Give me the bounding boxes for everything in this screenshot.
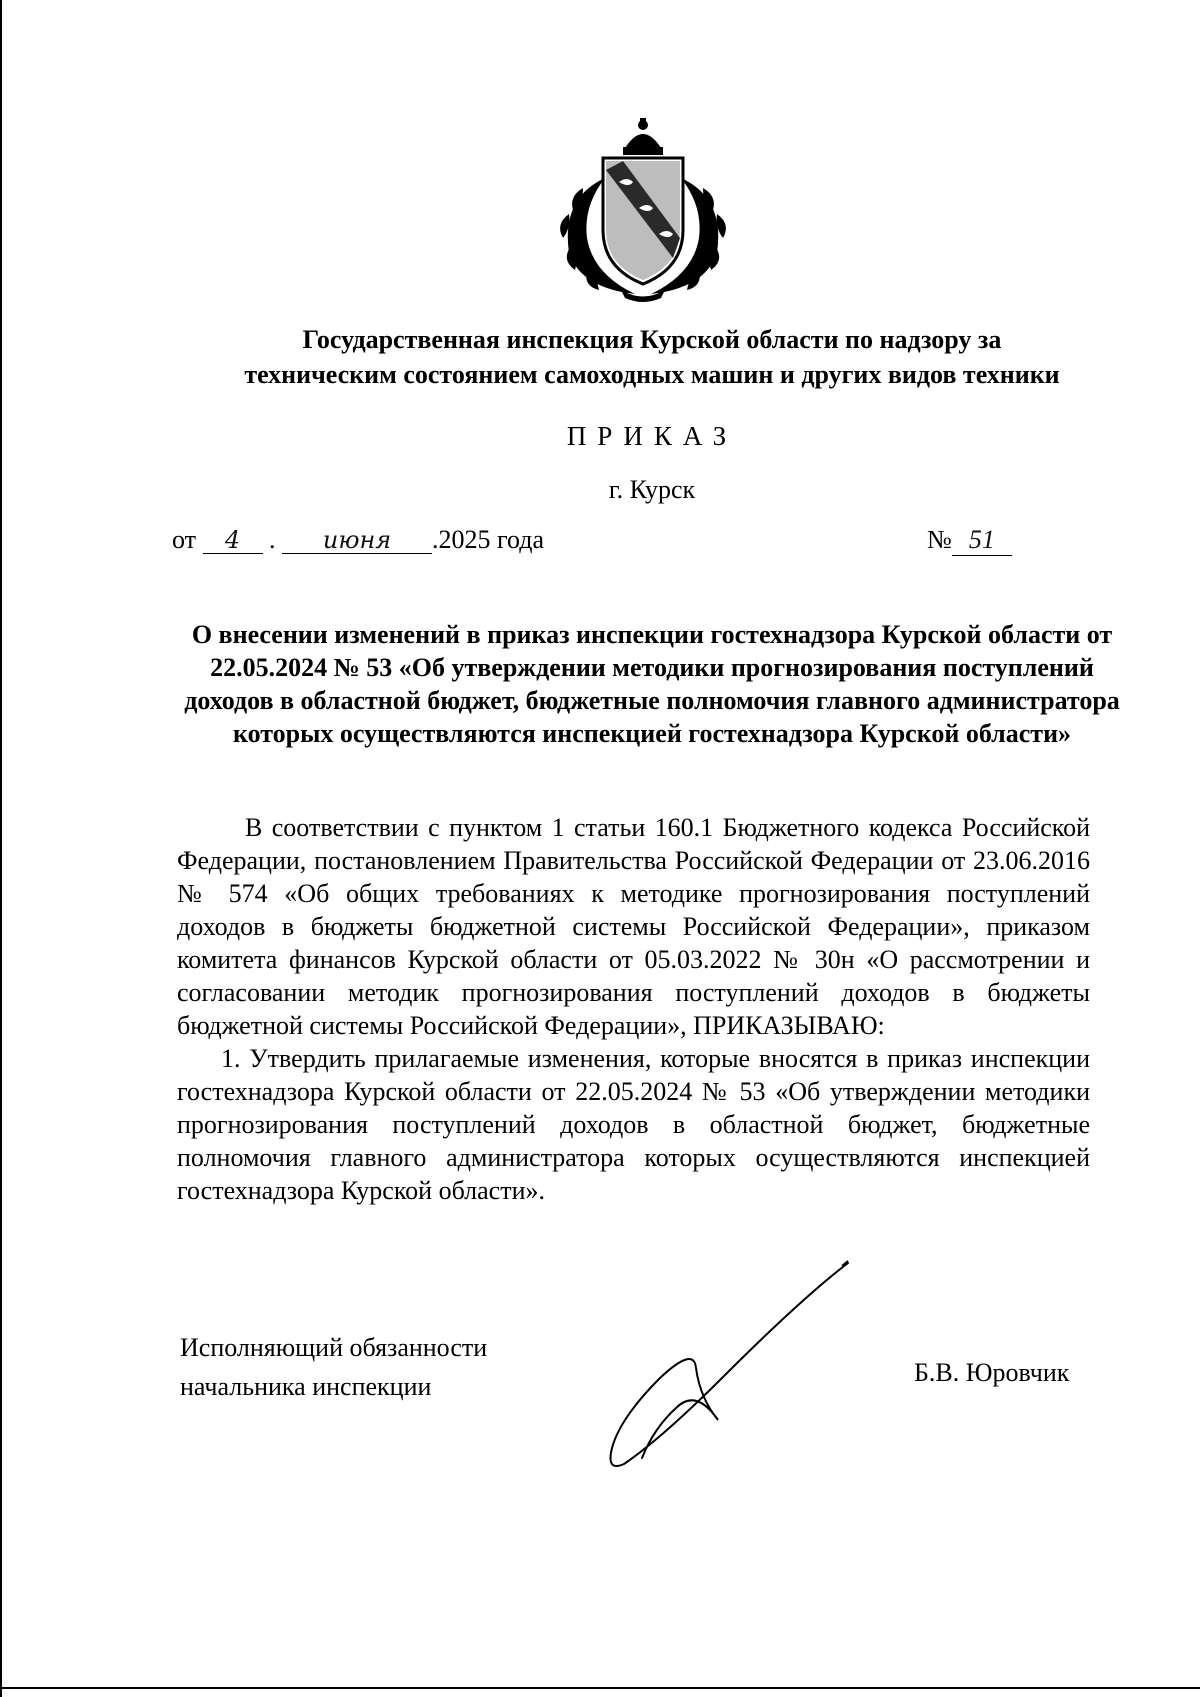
signatory-position xyxy=(180,1328,487,1406)
document-number xyxy=(927,525,1012,556)
document-type: ПРИКАЗ xyxy=(566,421,738,451)
signer-name: Б.В. Юровчик xyxy=(914,1358,1070,1387)
organization-name-line1: Государственная инспекция Курской области по надзору за xyxy=(302,325,1002,354)
preamble-paragraph: В соответствии с пунктом 1 статьи 160.1 Бюджетного кодекса Российской Федерации, постановлением Правительства Российской Федерации от 23.06.2016 № 574 «Об общих требованиях к методике прогнозирования поступлений доходов в бюджеты бюджетной системы Российской Федерации», приказом комитета финансов Курской области от 05.03.2022 № 30н «О рассмотрении и согласовании методик прогнозирования поступлений доходов в бюджеты бюджетной системы Российской Федерации», ПРИКАЗЫВАЮ: xyxy=(177,813,1090,1040)
coat-of-arms-emblem xyxy=(543,118,743,303)
order-item-1: 1. Утвердить прилагаемые изменения, которые вносятся в приказ инспекции гостехнадзора Курской области от 22.05.2024 № 53 «Об утверждении методики прогнозирования поступлений доходов в областной бюджет, бюджетные полномочия главного администратора которых осуществляются инспекцией гостехнадзора Курской области». xyxy=(177,1044,1090,1205)
handwritten-signature xyxy=(602,1258,872,1473)
date-month-value: июня xyxy=(322,526,392,554)
date-prefix: от xyxy=(172,525,197,554)
organization-name xyxy=(182,322,1122,392)
date-day xyxy=(203,527,263,554)
organization-name-line2: техническим состоянием самоходных машин и других видов техники xyxy=(244,360,1060,389)
date-dot: . xyxy=(269,525,276,554)
number-field xyxy=(952,525,1012,556)
document-date xyxy=(172,525,544,555)
document-body xyxy=(177,811,1090,1207)
date-day-value: 4 xyxy=(224,526,241,554)
date-suffix: .2025 года xyxy=(432,525,545,554)
number-value: 51 xyxy=(968,525,995,554)
number-prefix: № xyxy=(927,525,952,554)
signatory-position-line2: начальника инспекции xyxy=(180,1372,432,1401)
signatory-position-line1: Исполняющий обязанности xyxy=(180,1333,488,1362)
document-city: г. Курск xyxy=(608,475,696,504)
document-title: О внесении изменений в приказ инспекции гостехнадзора Курской области от 22.05.2024 № 53 «Об утверждении методики прогнозирования поступлений доходов в областной бюджет, бюджетные полномочия главного администратора которых осуществляются инспекцией гостехнадзора Курской области» xyxy=(184,620,1120,748)
date-month xyxy=(282,527,432,554)
